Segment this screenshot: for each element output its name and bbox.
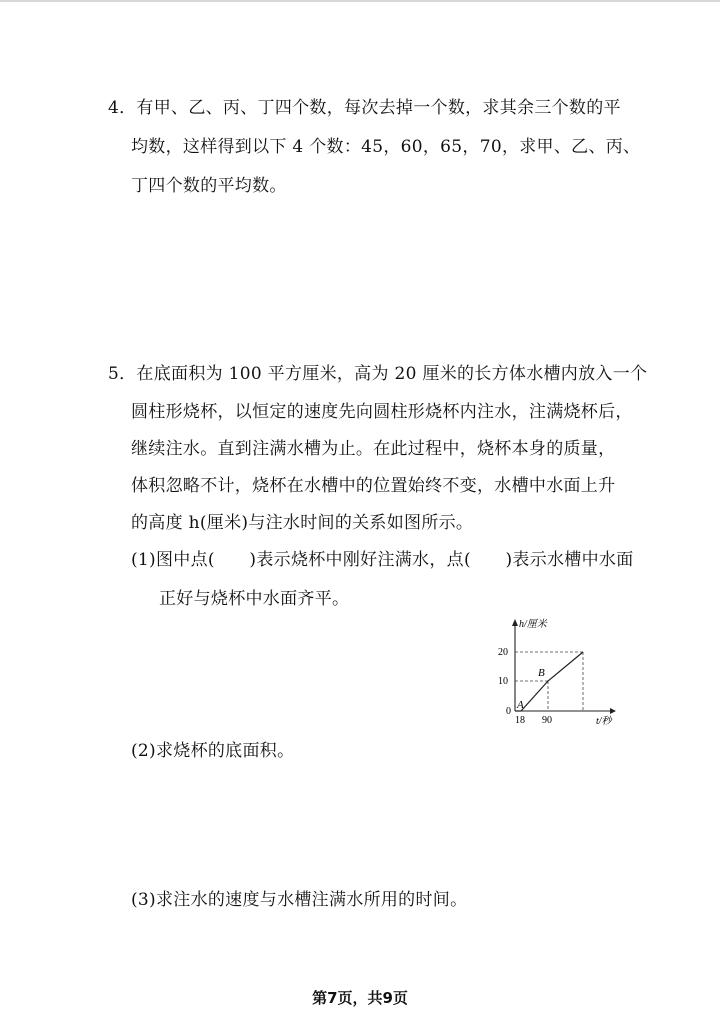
x-axis-arrow	[610, 708, 616, 714]
top-border	[0, 0, 720, 2]
water-height-graph	[488, 612, 628, 737]
point-a-label: A	[517, 699, 524, 711]
q5-line-3: 继续注水。直到注满水槽为止。在此过程中，烧杯本身的质量，	[131, 439, 616, 459]
q5-sub2: (2)求烧杯的底面积。	[131, 741, 295, 761]
q5-sub3: (3)求注水的速度与水槽注满水所用的时间。	[131, 890, 468, 910]
x-tick-18: 18	[515, 715, 525, 726]
y-tick-10: 10	[498, 676, 508, 687]
x-axis-label: t/秒	[596, 716, 612, 727]
q5-line-2: 圆柱形烧杯，以恒定的速度先向圆柱形烧杯内注水，注满烧杯后，	[131, 402, 633, 422]
x-tick-90: 90	[542, 715, 552, 726]
q5-line-1: 5．在底面积为 100 平方厘米，高为 20 厘米的长方体水槽内放入一个	[108, 364, 648, 384]
q4-line-3: 丁四个数的平均数。	[131, 176, 287, 196]
q5-line-5: 的高度 h(厘米)与注水时间的关系如图所示。	[131, 513, 474, 533]
series-line	[515, 652, 583, 711]
q5-sub1-line-1: (1)图中点( )表示烧杯中刚好注满水，点( )表示水槽中水面	[131, 550, 634, 570]
page-number: 第7页，共9页	[312, 989, 408, 1007]
y-tick-20: 20	[498, 647, 508, 658]
origin-label: 0	[506, 706, 511, 717]
q5-sub1-line-2: 正好与烧杯中水面齐平。	[159, 589, 350, 609]
q4-line-1: 4．有甲、乙、丙、丁四个数，每次去掉一个数，求其余三个数的平	[108, 98, 621, 118]
q5-line-4: 体积忽略不计，烧杯在水槽中的位置始终不变，水槽中水面上升	[131, 476, 616, 496]
y-axis-label: h/厘米	[519, 619, 547, 630]
point-b-label: B	[538, 667, 545, 679]
q4-line-2: 均数，这样得到以下 4 个数：45，60，65，70，求甲、乙、丙、	[131, 137, 641, 157]
y-axis-arrow	[512, 619, 518, 626]
